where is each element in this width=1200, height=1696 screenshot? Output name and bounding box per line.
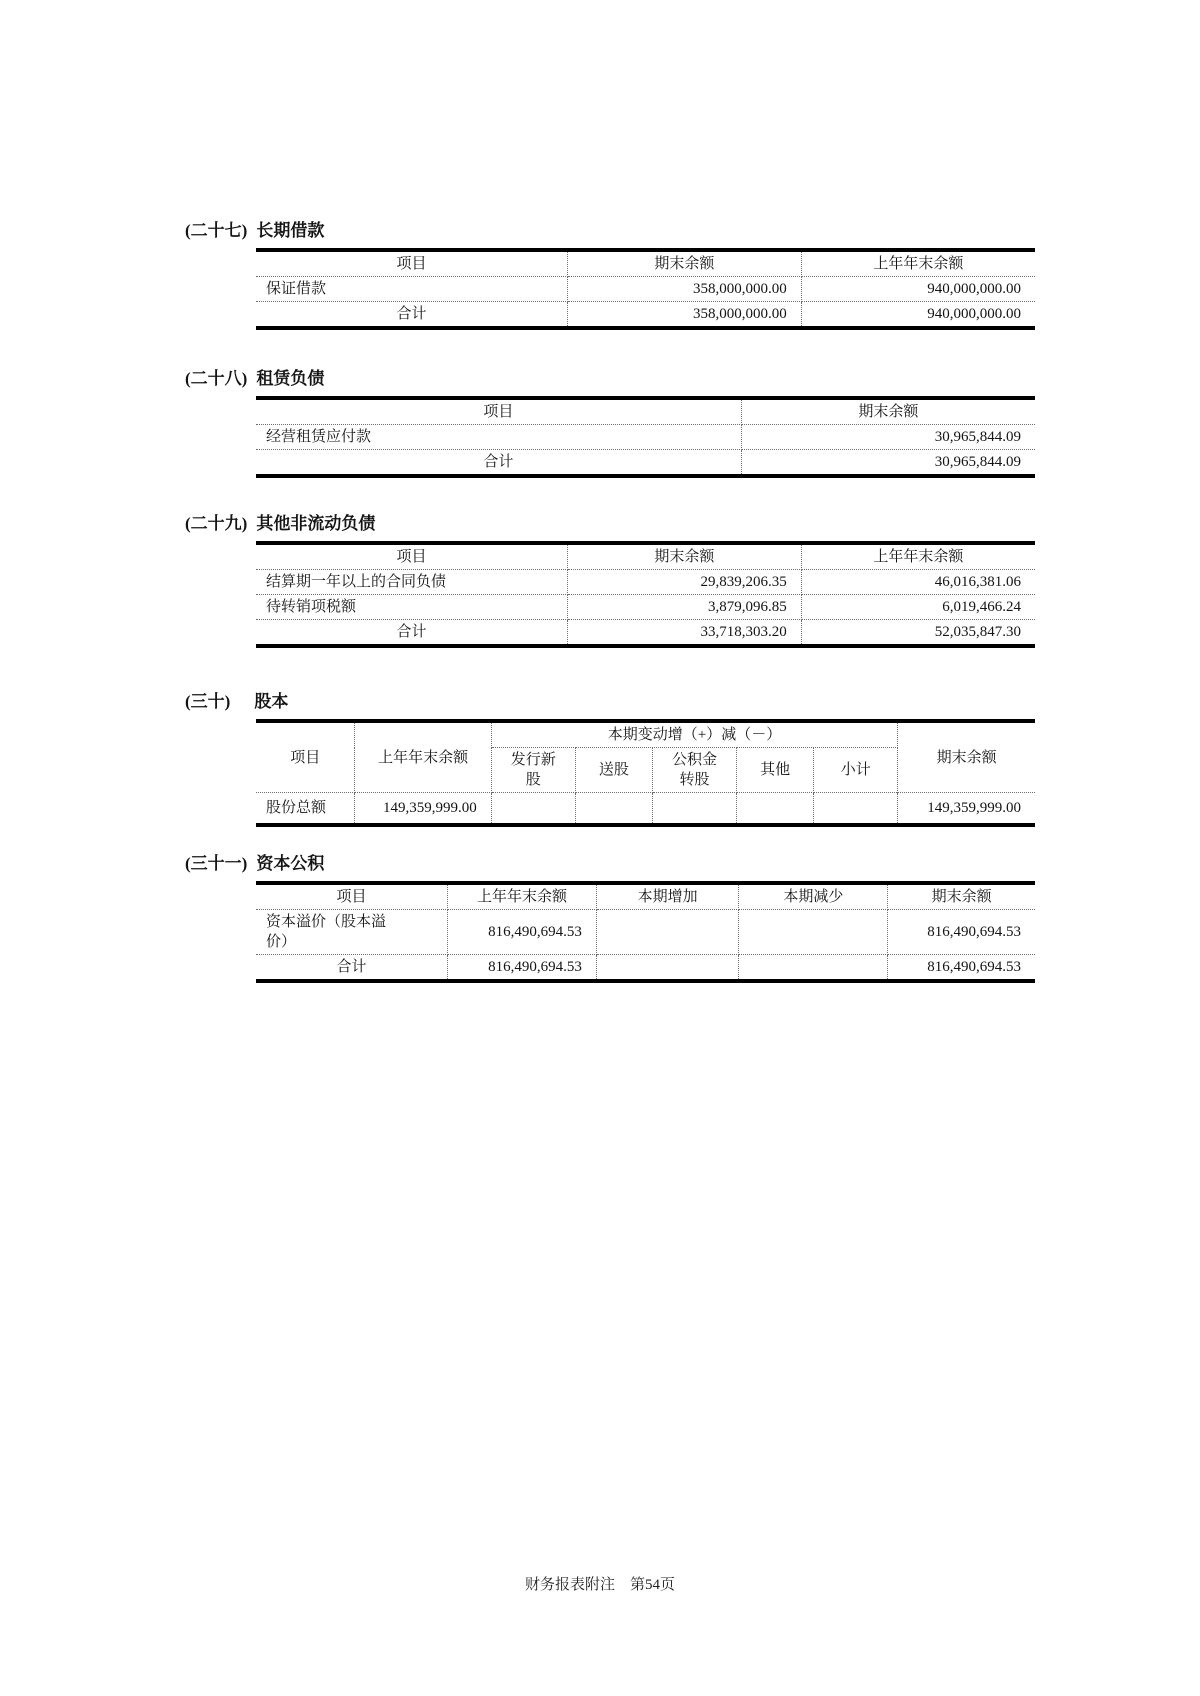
header-cell: 期末余额 (741, 398, 1035, 425)
header-cell: 项目 (256, 883, 448, 910)
section-number: (三十一) (185, 854, 248, 873)
table-row (256, 595, 1035, 620)
subheader-cell: 发行新股 (491, 748, 575, 793)
section-title (185, 513, 1055, 535)
value-cell: 816,490,694.53 (448, 910, 597, 955)
header-group-cell: 本期变动增（+）减（－） (491, 721, 898, 748)
empty-cell (596, 955, 739, 982)
section-other-noncurrent-liabilities (185, 513, 1055, 648)
empty-cell (739, 910, 888, 955)
header-cell: 期末余额 (888, 883, 1035, 910)
subheader-cell: 送股 (575, 748, 652, 793)
item-cell: 经营租赁应付款 (256, 425, 741, 450)
page-footer: 财务报表附注 第54页 (524, 1577, 675, 1593)
subheader-cell: 其他 (737, 748, 814, 793)
value-cell: 358,000,000.00 (568, 302, 802, 329)
header-cell: 上年年末余额 (448, 883, 597, 910)
share-capital-table (256, 719, 1035, 827)
section-title (185, 220, 1055, 242)
empty-cell (739, 955, 888, 982)
item-label: 资本溢价（股本溢价） (266, 914, 387, 950)
item-cell: 股份总额 (256, 793, 355, 826)
section-number: (三十) (185, 692, 231, 711)
section-title (185, 853, 1055, 875)
total-row (256, 955, 1035, 982)
value-cell: 30,965,844.09 (741, 425, 1035, 450)
other-noncurrent-liabilities-table (256, 541, 1035, 648)
table-row (256, 277, 1035, 302)
header-cell: 上年年末余额 (801, 250, 1035, 277)
value-cell: 816,490,694.53 (888, 910, 1035, 955)
table-header-row (256, 543, 1035, 570)
subheader-cell: 小计 (814, 748, 898, 793)
total-label-cell: 合计 (256, 955, 448, 982)
table-header-row (256, 250, 1035, 277)
value-cell: 816,490,694.53 (888, 955, 1035, 982)
capital-reserve-table (256, 881, 1035, 983)
empty-cell (652, 793, 736, 826)
header-cell: 项目 (256, 543, 568, 570)
section-capital-reserve (185, 853, 1055, 983)
item-cell: 待转销项税额 (256, 595, 568, 620)
section-number: (二十七) (185, 221, 248, 240)
empty-cell (491, 793, 575, 826)
header-cell: 项目 (256, 250, 568, 277)
section-name: 资本公积 (256, 854, 325, 873)
total-label-cell: 合计 (256, 620, 568, 647)
value-cell: 358,000,000.00 (568, 277, 802, 302)
section-number: (二十九) (185, 514, 248, 533)
header-cell: 期末余额 (568, 250, 802, 277)
value-cell: 940,000,000.00 (801, 302, 1035, 329)
total-row (256, 450, 1035, 477)
value-cell: 940,000,000.00 (801, 277, 1035, 302)
section-name: 长期借款 (256, 221, 325, 240)
section-name: 股本 (254, 692, 289, 711)
value-cell: 46,016,381.06 (801, 570, 1035, 595)
header-cell: 项目 (256, 398, 741, 425)
value-cell: 30,965,844.09 (741, 450, 1035, 477)
total-row (256, 620, 1035, 647)
item-cell (256, 910, 448, 955)
value-cell: 149,359,999.00 (898, 793, 1035, 826)
subheader-cell: 公积金转股 (652, 748, 736, 793)
item-cell: 保证借款 (256, 277, 568, 302)
lease-liabilities-table (256, 396, 1035, 478)
section-name: 其他非流动负债 (256, 514, 376, 533)
value-cell: 3,879,096.85 (568, 595, 802, 620)
value-cell: 33,718,303.20 (568, 620, 802, 647)
long-term-borrowings-table (256, 248, 1035, 330)
header-cell: 上年年末余额 (355, 721, 491, 793)
table-header-row (256, 883, 1035, 910)
table-row (256, 425, 1035, 450)
value-cell: 816,490,694.53 (448, 955, 597, 982)
empty-cell (814, 793, 898, 826)
section-long-term-borrowings (185, 220, 1055, 330)
header-cell: 上年年末余额 (801, 543, 1035, 570)
header-cell: 期末余额 (568, 543, 802, 570)
table-row (256, 570, 1035, 595)
total-row (256, 302, 1035, 329)
header-cell: 本期减少 (739, 883, 888, 910)
empty-cell (575, 793, 652, 826)
empty-cell (737, 793, 814, 826)
section-number: (二十八) (185, 369, 248, 388)
table-header-row (256, 721, 1035, 748)
table-row (256, 910, 1035, 955)
value-cell: 52,035,847.30 (801, 620, 1035, 647)
section-name: 租赁负债 (256, 369, 325, 388)
section-lease-liabilities (185, 368, 1055, 478)
empty-cell (596, 910, 739, 955)
header-cell: 本期增加 (596, 883, 739, 910)
header-cell: 项目 (256, 721, 355, 793)
table-header-row (256, 398, 1035, 425)
section-share-capital (185, 691, 1055, 827)
total-label-cell: 合计 (256, 302, 568, 329)
item-cell: 结算期一年以上的合同负债 (256, 570, 568, 595)
header-cell: 期末余额 (898, 721, 1035, 793)
table-row (256, 793, 1035, 826)
value-cell: 149,359,999.00 (355, 793, 491, 826)
total-label-cell: 合计 (256, 450, 741, 477)
value-cell: 6,019,466.24 (801, 595, 1035, 620)
section-title (185, 368, 1055, 390)
value-cell: 29,839,206.35 (568, 570, 802, 595)
section-title (185, 691, 1055, 713)
